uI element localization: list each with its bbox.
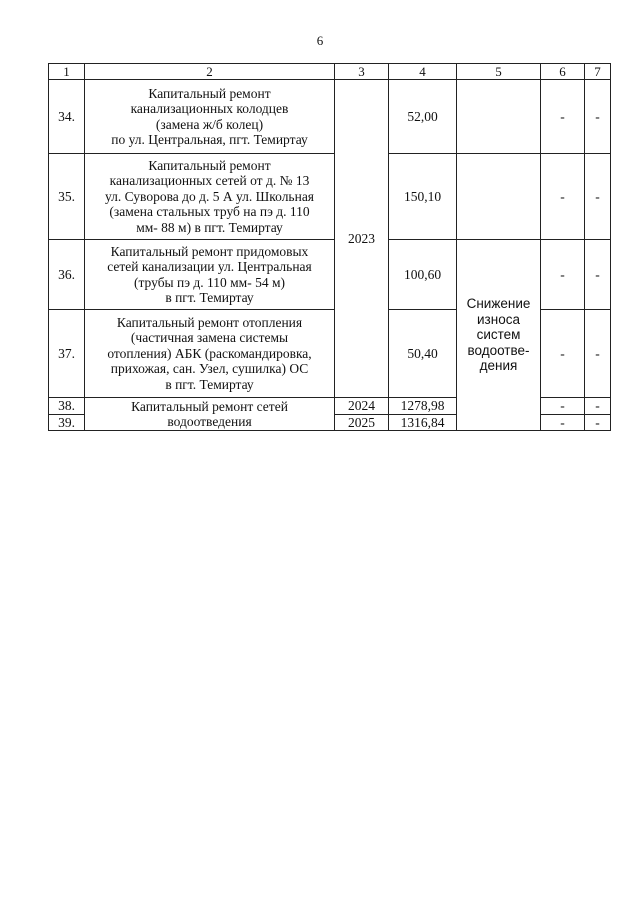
name-line: Капитальный ремонт bbox=[148, 157, 271, 173]
year-cell: 2023 bbox=[335, 80, 389, 398]
amount-cell: 1278,98 bbox=[389, 398, 457, 415]
header-cell-7: 7 bbox=[585, 64, 611, 80]
page-number: 6 bbox=[316, 33, 324, 48]
work-name bbox=[85, 154, 335, 240]
name-line: (частичная замена системы bbox=[130, 330, 289, 346]
amount-cell: 100,60 bbox=[389, 240, 457, 310]
effect-line: водоотве- bbox=[467, 342, 530, 358]
row-number: 36. bbox=[49, 240, 85, 310]
name-line: (замена стальных труб на пэ д. 110 bbox=[109, 204, 310, 220]
year-cell: 2025 bbox=[335, 414, 389, 431]
measures-table bbox=[48, 63, 611, 431]
col7-cell: - bbox=[585, 154, 611, 240]
row-number: 39. bbox=[49, 414, 85, 431]
header-cell-1: 1 bbox=[49, 64, 85, 80]
table-row bbox=[49, 154, 611, 240]
header-cell-2: 2 bbox=[85, 64, 335, 80]
amount-cell: 52,00 bbox=[389, 80, 457, 154]
name-line: канализационных сетей от д. № 13 bbox=[109, 173, 310, 189]
table-row bbox=[49, 240, 611, 310]
effect-line: систем bbox=[476, 327, 521, 343]
name-line: отопления) АБК (раскомандировка, bbox=[107, 345, 312, 361]
name-line: Капитальный ремонт сетей bbox=[131, 398, 288, 414]
name-line: мм- 88 м) в пгт. Темиртау bbox=[136, 219, 283, 235]
effect-cell-empty bbox=[457, 80, 541, 154]
work-name bbox=[85, 240, 335, 310]
work-name-merged bbox=[85, 398, 335, 431]
table-row bbox=[49, 80, 611, 154]
effect-line: дения bbox=[479, 358, 518, 374]
amount-cell: 150,10 bbox=[389, 154, 457, 240]
name-line: в пгт. Темиртау bbox=[165, 290, 254, 305]
effect-line: Снижение bbox=[466, 296, 531, 312]
col7-cell: - bbox=[585, 414, 611, 431]
effect-cell bbox=[457, 240, 541, 431]
effect-cell-empty bbox=[457, 154, 541, 240]
header-cell-6: 6 bbox=[541, 64, 585, 80]
name-line: (трубы пэ д. 110 мм- 54 м) bbox=[133, 274, 286, 290]
name-line: Капитальный ремонт придомовых bbox=[110, 243, 309, 259]
row-number: 35. bbox=[49, 154, 85, 240]
name-line: канализационных колодцев bbox=[130, 101, 289, 116]
name-line: по ул. Центральная, пгт. Темиртау bbox=[111, 132, 308, 147]
work-name bbox=[85, 310, 335, 398]
col7-cell: - bbox=[585, 80, 611, 154]
name-line: Капитальный ремонт отопления bbox=[116, 314, 303, 330]
col6-cell: - bbox=[541, 154, 585, 240]
work-name bbox=[85, 80, 335, 154]
name-line: ул. Суворова до д. 5 А ул. Школьная bbox=[104, 188, 315, 204]
name-line: Капитальный ремонт bbox=[148, 85, 271, 101]
col7-cell: - bbox=[585, 310, 611, 398]
col7-cell: - bbox=[585, 398, 611, 415]
header-cell-4: 4 bbox=[389, 64, 457, 80]
name-line: (замена ж/б колец) bbox=[155, 116, 264, 132]
col6-cell: - bbox=[541, 398, 585, 415]
name-line: водоотведения bbox=[167, 414, 252, 429]
row-number: 38. bbox=[49, 398, 85, 415]
name-line: сетей канализации ул. Центральная bbox=[107, 259, 312, 274]
col6-cell: - bbox=[541, 414, 585, 431]
col6-cell: - bbox=[541, 240, 585, 310]
row-number: 37. bbox=[49, 310, 85, 398]
name-line: прихожая, сан. Узел, сушилка) ОС bbox=[110, 361, 309, 377]
header-cell-3: 3 bbox=[335, 64, 389, 80]
amount-cell: 50,40 bbox=[389, 310, 457, 398]
col6-cell: - bbox=[541, 310, 585, 398]
effect-line: износа bbox=[477, 311, 520, 327]
year-cell: 2024 bbox=[335, 398, 389, 415]
row-number: 34. bbox=[49, 80, 85, 154]
col6-cell: - bbox=[541, 80, 585, 154]
header-cell-5: 5 bbox=[457, 64, 541, 80]
amount-cell: 1316,84 bbox=[389, 414, 457, 431]
col7-cell: - bbox=[585, 240, 611, 310]
name-line: в пгт. Темиртау bbox=[165, 376, 254, 392]
header-row bbox=[49, 64, 611, 80]
